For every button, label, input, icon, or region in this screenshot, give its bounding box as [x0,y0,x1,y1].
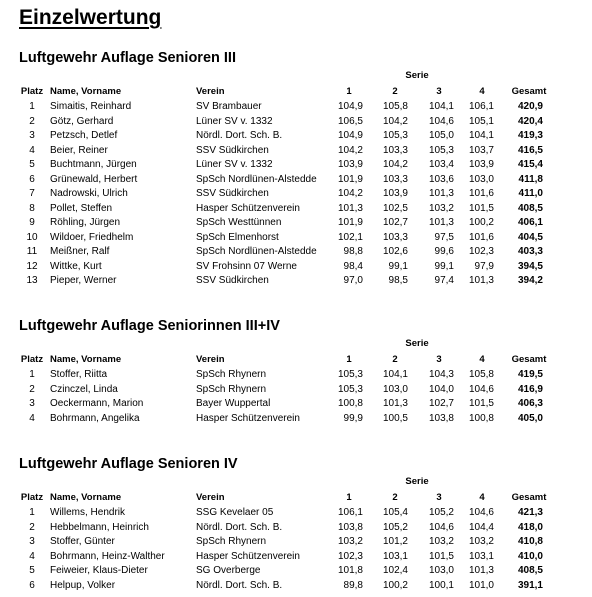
cell-name: Beier, Reiner [50,144,108,156]
header-s1: 1 [346,492,352,503]
cell-gesamt: 410,0 [517,550,543,562]
cell-s2: 105,2 [382,521,408,533]
table-row [0,368,592,382]
cell-name: Stoffer, Günter [50,536,115,547]
cell-s4: 103,2 [468,536,494,547]
cell-s3: 101,3 [428,188,454,199]
table-row [0,173,592,187]
cell-verein: SpSch Elmenhorst [196,231,279,243]
cell-name: Oeckermann, Marion [50,398,144,409]
cell-name: Simaitis, Reinhard [50,101,132,112]
table-row [0,521,592,535]
cell-verein: SpSch Rhynern [196,536,267,547]
table-row [0,245,592,259]
cell-platz: 12 [26,260,38,272]
cell-s3: 100,1 [428,579,454,591]
cell-platz: 2 [29,383,35,395]
cell-s1: 105,3 [337,369,363,380]
cell-s3: 104,6 [428,521,454,533]
cell-verein: Lüner SV v. 1332 [196,115,273,127]
cell-name: Nadrowski, Ulrich [50,188,128,199]
cell-gesamt: 408,5 [517,202,543,214]
cell-verein: SG Overberge [196,565,261,576]
header-s3: 3 [436,492,442,503]
cell-platz: 2 [29,115,35,127]
cell-s1: 103,9 [337,159,363,170]
cell-verein: SpSch Nordlünen-Alstedde [196,173,317,185]
serie-label: Serie [405,70,429,81]
cell-gesamt: 391,1 [517,579,543,591]
section-title: Luftgewehr Auflage Seniorinnen III+IV [19,318,280,334]
cell-s3: 105,2 [428,507,454,518]
cell-platz: 11 [26,246,38,257]
cell-platz: 13 [26,275,38,286]
table-row [0,158,592,172]
table-row [0,216,592,230]
cell-s3: 104,1 [428,101,454,112]
cell-s2: 101,3 [382,398,408,409]
cell-s2: 99,1 [388,260,408,272]
table-row [0,274,592,288]
cell-s1: 103,8 [337,521,363,533]
table-row [0,383,592,397]
table-header [0,491,592,505]
cell-verein: SSV Südkirchen [196,275,269,286]
cell-gesamt: 411,8 [518,173,543,185]
cell-verein: SpSch Nordlünen-Alstedde [196,246,317,257]
cell-gesamt: 416,5 [517,144,543,156]
cell-s4: 103,1 [468,550,494,562]
cell-name: Petzsch, Detlef [50,130,118,141]
cell-platz: 6 [29,579,35,591]
cell-s3: 99,1 [434,260,454,272]
cell-platz: 1 [29,101,35,112]
cell-s1: 103,2 [337,536,363,547]
cell-gesamt: 419,5 [517,369,543,380]
cell-name: Helpup, Volker [50,579,116,591]
cell-gesamt: 394,5 [517,260,543,272]
cell-s1: 89,8 [343,579,363,591]
cell-name: Hebbelmann, Heinrich [50,521,149,533]
cell-s4: 103,9 [468,159,494,170]
cell-s4: 103,7 [468,144,494,156]
cell-verein: SpSch Rhynern [196,383,267,395]
cell-s1: 100,8 [337,398,363,409]
header-name: Name, Vorname [50,492,122,503]
cell-name: Meißner, Ralf [50,246,110,257]
cell-s1: 101,9 [337,173,363,185]
cell-s1: 101,8 [337,565,363,576]
table-row [0,412,592,426]
cell-s2: 104,2 [382,115,408,127]
cell-s2: 103,3 [382,231,408,243]
cell-s1: 101,9 [337,217,363,228]
table-row [0,506,592,520]
cell-s4: 105,1 [468,115,494,127]
cell-s4: 104,4 [468,521,494,533]
table-row [0,550,592,564]
cell-s1: 104,2 [337,188,363,199]
header-s4: 4 [479,354,485,365]
table-row [0,260,592,274]
cell-gesamt: 405,0 [517,412,543,424]
table-header [0,85,592,99]
cell-platz: 5 [29,159,35,170]
cell-s4: 103,0 [468,173,494,185]
cell-s3: 101,5 [428,550,454,562]
cell-platz: 7 [29,188,35,199]
cell-s4: 101,5 [468,398,494,409]
table-row [0,100,592,114]
header-gesamt: Gesamt [511,86,547,97]
cell-s2: 104,1 [382,369,408,380]
cell-s1: 102,3 [337,550,363,562]
cell-s4: 101,3 [468,565,494,576]
header-name: Name, Vorname [50,86,122,97]
section-title: Luftgewehr Auflage Senioren III [19,50,236,66]
table-row [0,202,592,216]
cell-s3: 97,5 [434,231,454,243]
cell-s2: 102,7 [382,217,408,228]
cell-s3: 104,6 [428,115,454,127]
cell-s4: 101,5 [468,202,494,214]
cell-s1: 102,1 [337,231,363,243]
cell-s3: 102,7 [428,398,454,409]
cell-s2: 103,0 [382,383,408,395]
table-row [0,144,592,158]
cell-name: Pieper, Werner [50,275,117,286]
cell-gesamt: 420,9 [517,101,543,112]
cell-platz: 4 [29,550,35,562]
table-row [0,535,592,549]
cell-gesamt: 418,0 [517,521,543,533]
header-verein: Verein [196,492,225,503]
cell-verein: SV Brambauer [196,101,262,112]
cell-verein: SSV Südkirchen [196,144,269,156]
table-header [0,353,592,367]
cell-platz: 10 [26,231,38,243]
table-row [0,129,592,143]
cell-s3: 105,0 [428,130,454,141]
cell-s2: 103,9 [382,188,408,199]
header-s3: 3 [436,354,442,365]
table-row [0,231,592,245]
cell-name: Buchtmann, Jürgen [50,159,137,170]
cell-s4: 101,6 [468,231,494,243]
cell-name: Feiweier, Klaus-Dieter [50,565,148,576]
header-s1: 1 [346,354,352,365]
table-row [0,564,592,578]
header-s2: 2 [392,492,398,503]
cell-gesamt: 411,0 [518,188,543,199]
cell-name: Bohrmann, Angelika [50,412,140,424]
cell-name: Grünewald, Herbert [50,173,138,185]
table-row [0,187,592,201]
cell-s4: 101,6 [468,188,494,199]
table-row [0,579,592,593]
header-s4: 4 [479,86,485,97]
page-title: Einzelwertung [19,6,162,29]
cell-s1: 104,9 [337,101,363,112]
cell-name: Pollet, Steffen [50,202,113,214]
header-gesamt: Gesamt [511,354,547,365]
cell-s3: 103,4 [428,159,454,170]
cell-s3: 103,2 [428,536,454,547]
cell-platz: 4 [29,412,35,424]
cell-verein: Nördl. Dort. Sch. B. [196,130,283,141]
cell-s2: 100,5 [382,412,408,424]
cell-gesamt: 420,4 [517,115,543,127]
cell-gesamt: 406,3 [517,398,543,409]
cell-s3: 101,3 [428,217,454,228]
cell-platz: 3 [29,536,35,547]
cell-gesamt: 403,3 [517,246,543,257]
cell-s2: 103,3 [382,173,408,185]
cell-platz: 9 [29,217,35,228]
cell-gesamt: 408,5 [517,565,543,576]
header-s2: 2 [392,86,398,97]
cell-platz: 3 [29,398,35,409]
header-platz: Platz [20,492,44,503]
cell-name: Götz, Gerhard [50,115,114,127]
cell-platz: 3 [29,130,35,141]
header-gesamt: Gesamt [511,492,547,503]
cell-s4: 104,6 [468,507,494,518]
cell-verein: Nördl. Dort. Sch. B. [196,521,283,533]
table-row [0,397,592,411]
header-verein: Verein [196,354,225,365]
cell-s2: 100,2 [382,579,408,591]
cell-s2: 105,3 [382,130,408,141]
cell-s3: 103,8 [428,412,454,424]
cell-s1: 105,3 [337,383,363,395]
cell-s2: 104,2 [382,159,408,170]
cell-s2: 102,4 [382,565,408,576]
header-name: Name, Vorname [50,354,122,365]
cell-s2: 98,5 [388,275,408,286]
cell-name: Czinczel, Linda [50,383,118,395]
cell-name: Röhling, Jürgen [50,217,121,228]
cell-s1: 104,2 [337,144,363,156]
cell-s4: 97,9 [474,260,494,272]
cell-verein: Hasper Schützenverein [196,202,300,214]
cell-platz: 2 [29,521,35,533]
cell-verein: Lüner SV v. 1332 [196,159,273,170]
cell-name: Wildoer, Friedhelm [50,231,134,243]
cell-s2: 103,3 [382,144,408,156]
cell-s3: 99,6 [434,246,454,257]
cell-verein: SSV Südkirchen [196,188,269,199]
cell-name: Stoffer, Riitta [50,369,108,380]
header-s4: 4 [479,492,485,503]
cell-verein: SSG Kevelaer 05 [196,507,274,518]
cell-s4: 104,6 [468,383,494,395]
section-title: Luftgewehr Auflage Senioren IV [19,456,238,472]
cell-s4: 105,8 [468,369,494,380]
cell-verein: SpSch Rhynern [196,369,267,380]
cell-s1: 99,9 [343,412,363,424]
cell-s3: 105,3 [428,144,454,156]
header-platz: Platz [20,86,44,97]
cell-platz: 4 [29,144,35,156]
cell-s4: 101,0 [468,579,494,591]
cell-s3: 103,0 [428,565,454,576]
header-verein: Verein [196,86,225,97]
cell-s3: 103,6 [428,173,454,185]
cell-s2: 103,1 [382,550,408,562]
cell-s3: 104,0 [428,383,454,395]
cell-verein: Hasper Schützenverein [196,412,300,424]
cell-s4: 100,8 [468,412,494,424]
cell-s2: 102,5 [382,202,408,214]
header-platz: Platz [20,354,44,365]
cell-platz: 8 [29,202,35,214]
cell-s1: 97,0 [343,275,363,286]
cell-s1: 98,4 [343,260,363,272]
cell-gesamt: 416,9 [517,383,543,395]
cell-verein: Nördl. Dort. Sch. B. [196,579,283,591]
cell-s2: 101,2 [382,536,408,547]
cell-platz: 5 [29,565,35,576]
cell-s2: 105,4 [382,507,408,518]
header-s2: 2 [392,354,398,365]
cell-s3: 103,2 [428,202,454,214]
serie-label: Serie [405,338,429,349]
table-row [0,115,592,129]
cell-platz: 1 [29,507,35,518]
cell-s2: 102,6 [382,246,408,257]
cell-s1: 106,5 [337,115,363,127]
cell-name: Willems, Hendrik [50,507,126,518]
cell-platz: 1 [29,369,35,380]
cell-s2: 105,8 [382,101,408,112]
cell-gesamt: 394,2 [517,275,543,286]
cell-gesamt: 415,4 [517,159,543,170]
cell-gesamt: 404,5 [517,231,543,243]
cell-s1: 104,9 [337,130,363,141]
cell-s4: 104,1 [468,130,494,141]
cell-verein: Bayer Wuppertal [196,398,271,409]
cell-verein: Hasper Schützenverein [196,550,300,562]
cell-s3: 104,3 [428,369,454,380]
cell-s1: 98,8 [343,246,363,257]
cell-s4: 101,3 [468,275,494,286]
cell-s4: 106,1 [468,101,494,112]
cell-platz: 6 [29,173,35,185]
cell-s3: 97,4 [434,275,454,286]
cell-verein: SpSch Westtünnen [196,217,282,228]
cell-gesamt: 419,3 [517,130,543,141]
cell-s1: 101,3 [337,202,363,214]
cell-verein: SV Frohsinn 07 Werne [196,260,297,272]
cell-s4: 102,3 [468,246,494,257]
cell-s1: 106,1 [337,507,363,518]
serie-label: Serie [405,476,429,487]
cell-name: Bohrmann, Heinz-Walther [50,550,165,562]
cell-gesamt: 421,3 [517,507,543,518]
cell-gesamt: 406,1 [517,217,543,228]
cell-s4: 100,2 [468,217,494,228]
header-s1: 1 [346,86,352,97]
header-s3: 3 [436,86,442,97]
cell-name: Wittke, Kurt [50,260,102,272]
cell-gesamt: 410,8 [517,536,543,547]
